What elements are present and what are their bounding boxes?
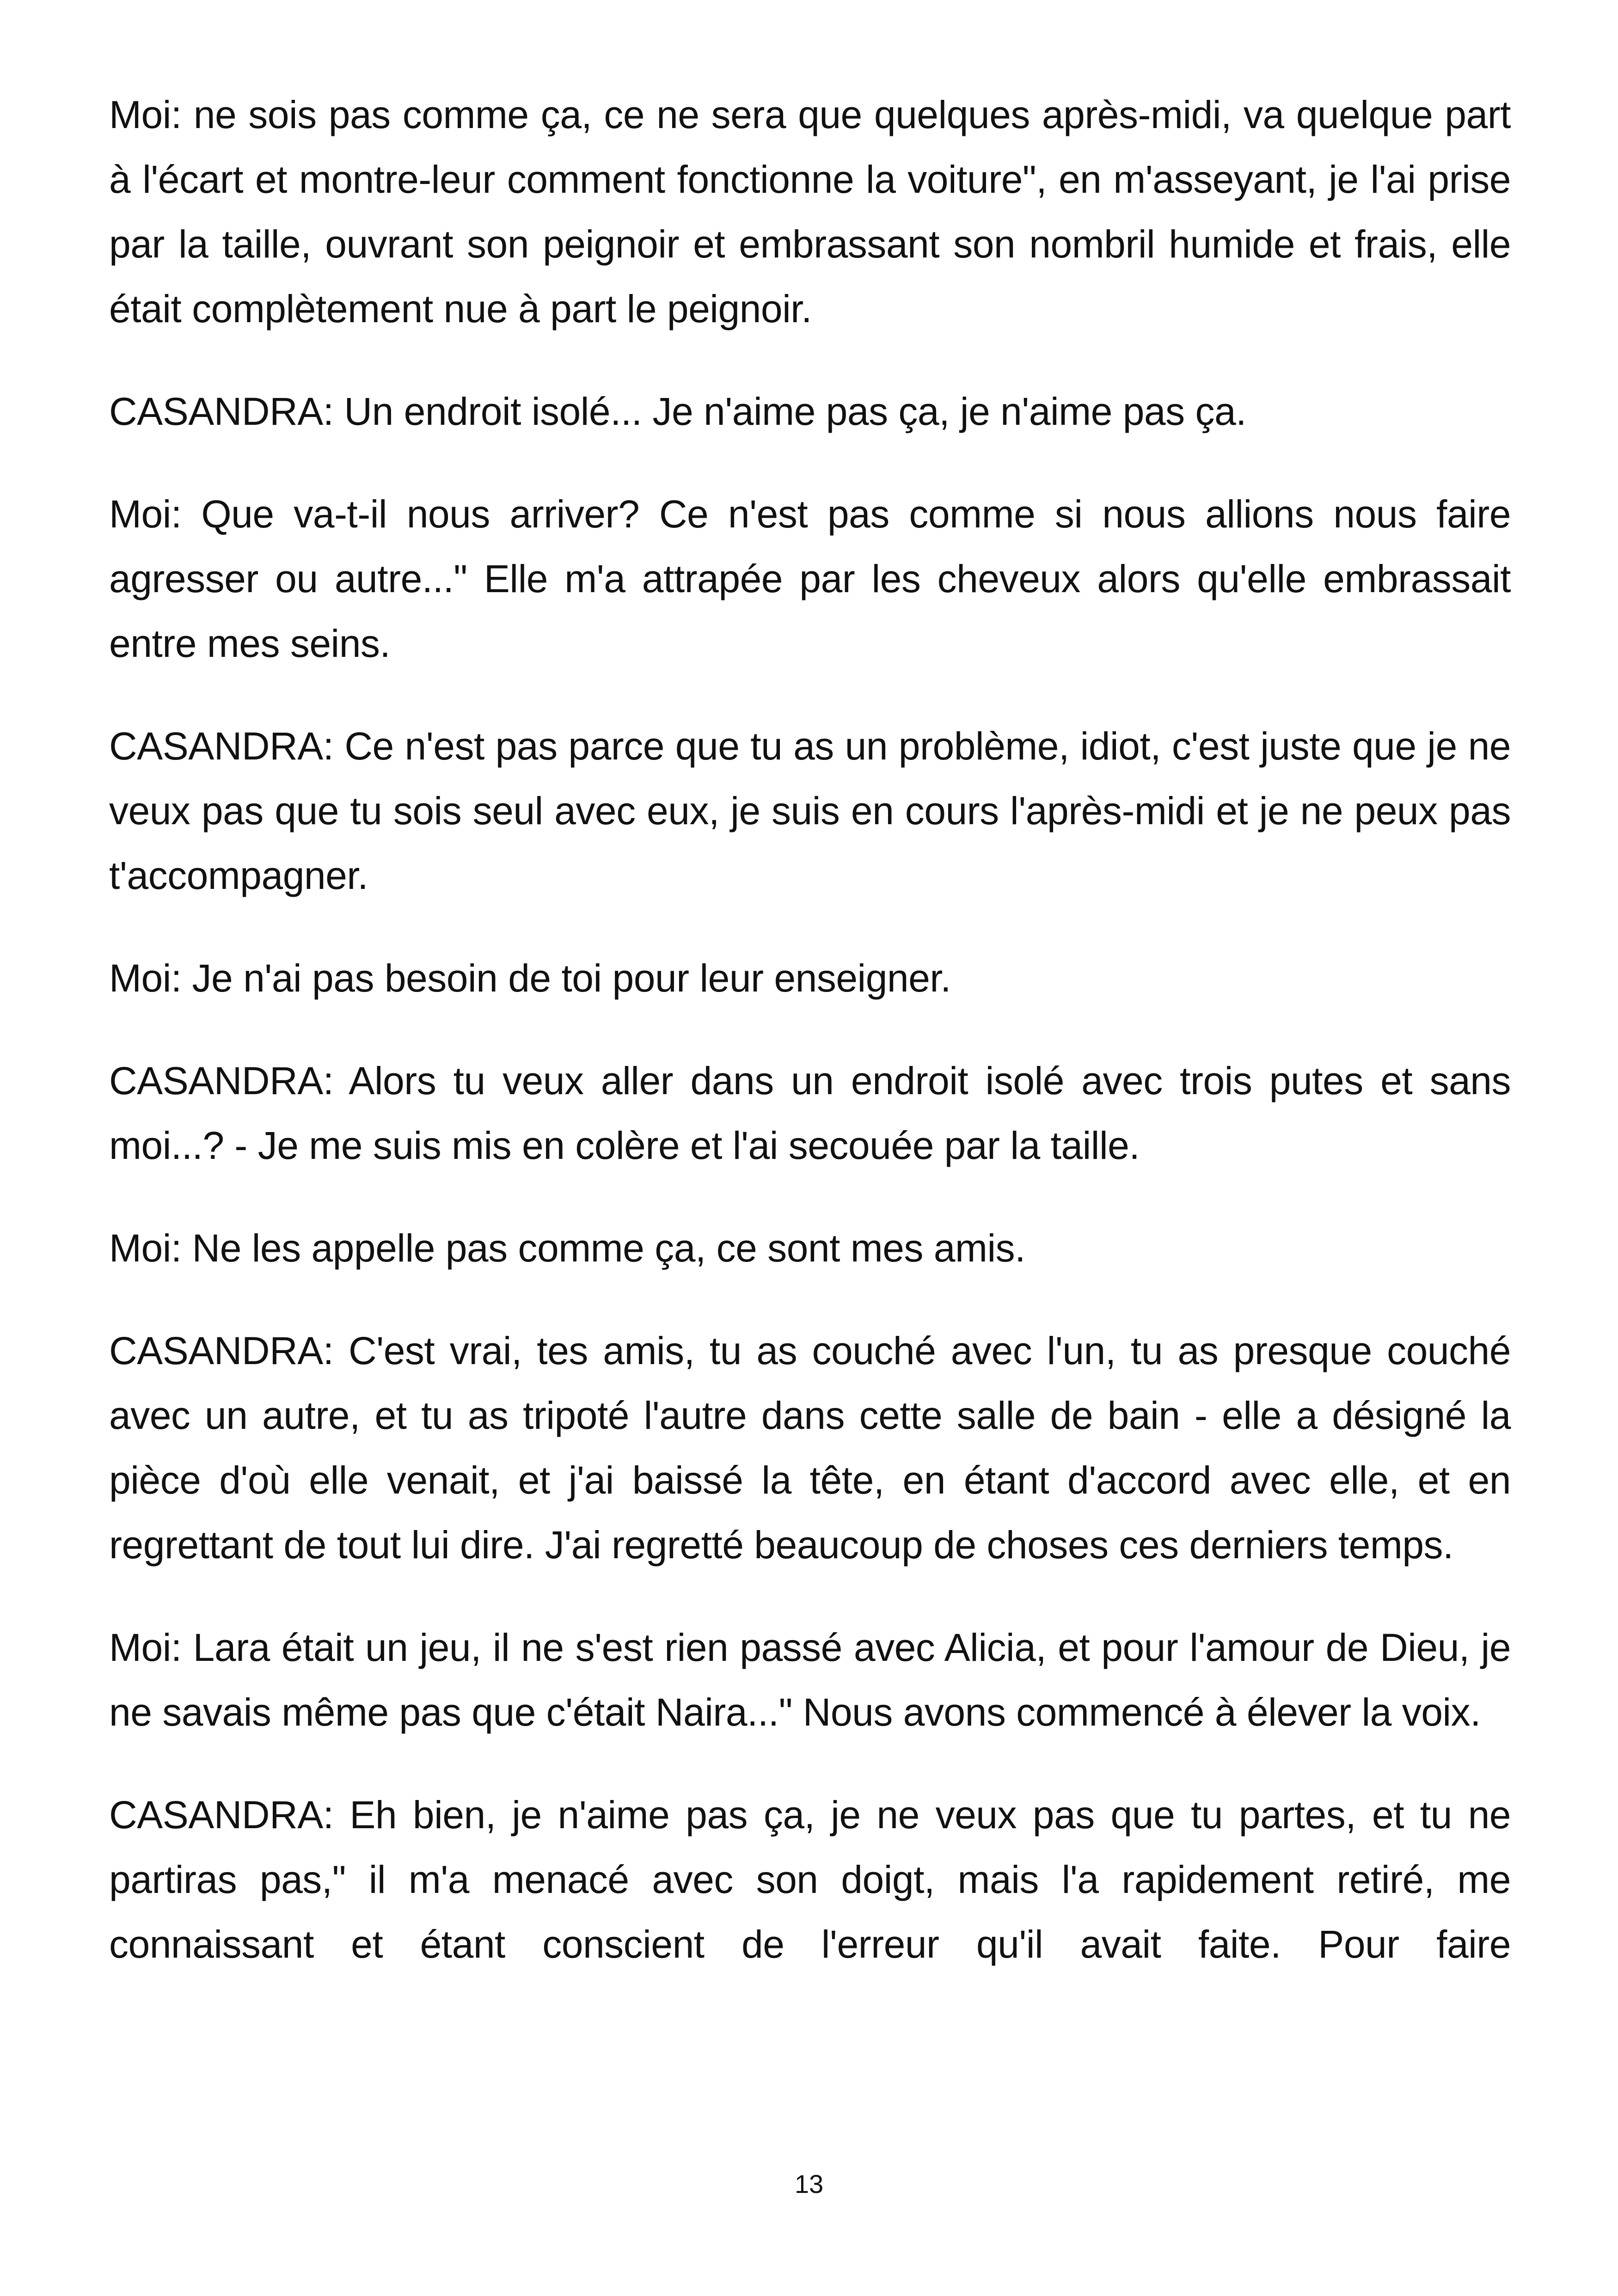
paragraph-moi-4: Moi: Ne les appelle pas comme ça, ce sont mes amis. (109, 1226, 1025, 1270)
paragraph-moi-2: Moi: Que va-t-il nous arriver? Ce n'est pas comme si nous allions nous faire agresser ou autre..." Elle m'a attrapée par les cheveux alors qu'elle embrassait entre mes seins. (109, 492, 1511, 665)
paragraph-casandra-3: CASANDRA: Alors tu veux aller dans un endroit isolé avec trois putes et sans moi...? - Je me suis mis en colère et l'ai secouée par la taille. (109, 1059, 1511, 1167)
paragraph-moi-1: Moi: ne sois pas comme ça, ce ne sera que quelques après-midi, va quelque part à l'écart et montre-leur comment fonctionne la voiture", en m'asseyant, je l'ai prise par la taille, ouvrant son peignoir et embrassant son nombril humide et frais, elle était complètement nue à part le peignoir. (109, 93, 1511, 331)
paragraph-casandra-2: CASANDRA: Ce n'est pas parce que tu as un problème, idiot, c'est juste que je ne veux pas que tu sois seul avec eux, je suis en cours l'après-midi et je ne peux pas t'accompagner. (109, 724, 1511, 897)
page-number: 13 (794, 2169, 824, 2198)
paragraph-moi-5: Moi: Lara était un jeu, il ne s'est rien passé avec Alicia, et pour l'amour de Dieu, je ne savais même pas que c'était Naira..." Nous avons commencé à élever la voix. (109, 1626, 1511, 1734)
text-body (109, 82, 1511, 1977)
paragraph-casandra-5: CASANDRA: Eh bien, je n'aime pas ça, je ne veux pas que tu partes, et tu ne partiras pas," il m'a menacé avec son doigt, mais l'a rapidement retiré, me connaissant et étant conscient de l'erreur qu'il avait faite. Pour faire (109, 1793, 1511, 1966)
paragraph-moi-3: Moi: Je n'ai pas besoin de toi pour leur enseigner. (109, 956, 951, 1000)
paragraph-casandra-4: CASANDRA: C'est vrai, tes amis, tu as couché avec l'un, tu as presque couché avec un autre, et tu as tripoté l'autre dans cette salle de bain - elle a désigné la pièce d'où elle venait, et j'ai baissé la tête, en étant d'accord avec elle, et en regrettant de tout lui dire. J'ai regretté beaucoup de choses ces derniers temps. (109, 1329, 1511, 1567)
paragraph-casandra-1: CASANDRA: Un endroit isolé... Je n'aime pas ça, je n'aime pas ça. (109, 390, 1247, 433)
